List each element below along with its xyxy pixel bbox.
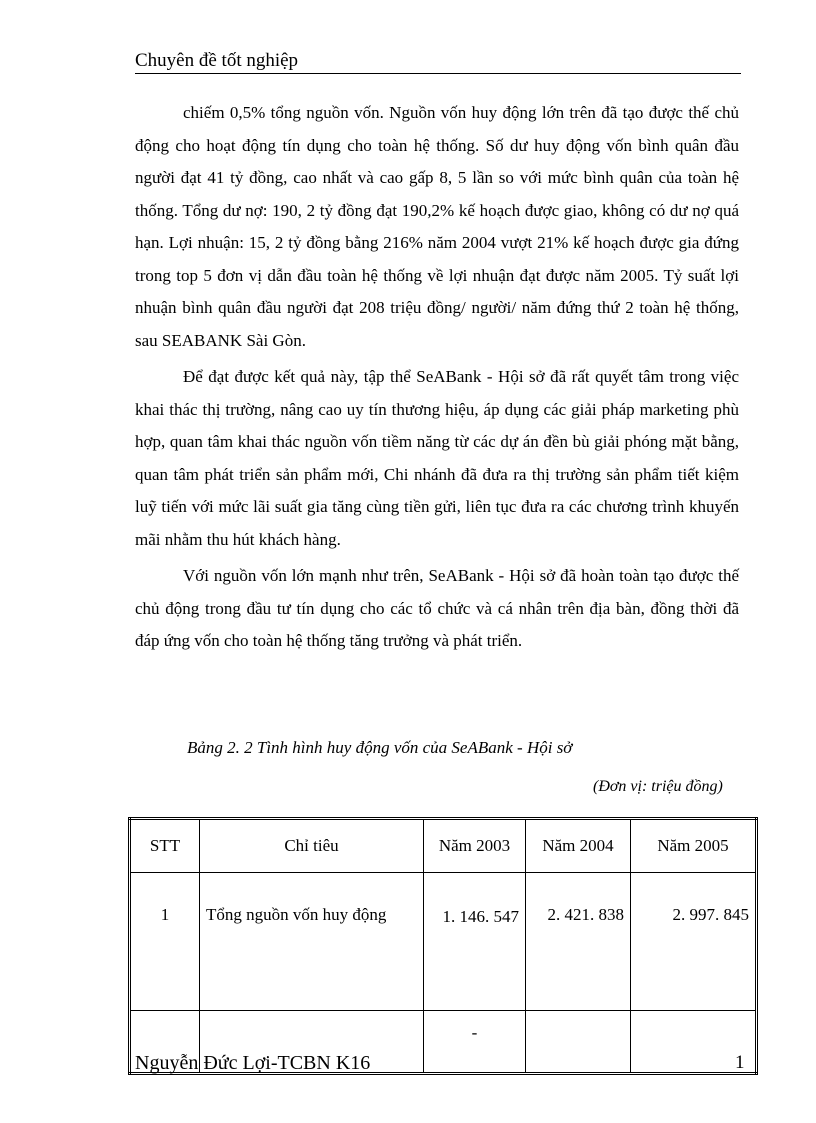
paragraph-2: Để đạt được kết quả này, tập thể SeABank - Hội sở đã rất quyết tâm trong việc khai thác thị trường, nâng cao uy tín thương hiệu, áp dụng các giải pháp marketing phù hợp, quan tâm khai thác nguồn vốn tiềm năng từ các dự án đền bù giải phóng mặt bằng, quan tâm phát triển sản phẩm mới, Chi nhánh đã đưa ra thị trường sản phẩm tiết kiệm luỹ tiến với mức lãi suất gia tăng cùng tiền gửi, liên tục đưa ra các chương trình khuyến mãi nhằm thu hút khách hàng. (135, 367, 739, 549)
table-caption: Bảng 2. 2 Tình hình huy động vốn của SeABank - Hội sở (187, 738, 573, 757)
page-header-title: Chuyên đề tốt nghiệp (135, 50, 299, 71)
table-unit-note: (Đơn vị: triệu đồng) (593, 778, 723, 795)
paragraph-3: Với nguồn vốn lớn mạnh như trên, SeABank - Hội sở đã hoàn toàn tạo được thế chủ động trong đầu tư tín dụng cho các tổ chức và cá nhân trên địa bàn, đồng thời đã đáp ứng vốn cho toàn hệ thống tăng trưởng và phát triển. (135, 566, 739, 650)
cell-2003: - (424, 1011, 526, 1074)
header-divider (135, 73, 741, 74)
cell-2003: 1. 146. 547 (424, 873, 526, 1011)
page-number: 1 (735, 1052, 745, 1073)
cell-stt: 1 (130, 873, 200, 1011)
header-indicator: Chỉ tiêu (200, 819, 424, 873)
cell-2004: 2. 421. 838 (526, 873, 631, 1011)
header-year-2004: Năm 2004 (526, 819, 631, 873)
header-year-2003: Năm 2003 (424, 819, 526, 873)
table-row (130, 873, 757, 1011)
cell-indicator: Tổng nguồn vốn huy động (200, 873, 424, 1011)
cell-2004 (526, 1011, 631, 1074)
cell-2005: 2. 997. 845 (631, 873, 757, 1011)
paragraph-1: chiếm 0,5% tổng nguồn vốn. Nguồn vốn huy động lớn trên đã tạo được thế chủ động cho hoạt động tín dụng cho toàn hệ thống. Số dư huy động vốn bình quân đầu người đạt 41 tỷ đồng, cao nhất và cao gấp 8, 5 lần so với mức bình quân của toàn hệ thống. Tổng dư nợ: 190, 2 tỷ đồng đạt 190,2% kế hoạch được giao, không có dư nợ quá hạn. Lợi nhuận: 15, 2 tỷ đồng bằng 216% năm 2004 vượt 21% kế hoạch được gia đứng trong top 5 đơn vị dẫn đầu toàn hệ thống về lợi nhuận đạt được năm 2005. Tỷ suất lợi nhuận bình quân đầu người đạt 208 triệu đồng/ người/ năm đứng thứ 2 toàn hệ thống, sau SEABANK Sài Gòn. (135, 103, 739, 350)
header-stt: STT (130, 819, 200, 873)
footer-author: Nguyễn Đức Lợi-TCBN K16 (135, 1052, 371, 1074)
capital-mobilization-table (128, 817, 758, 1075)
body-text (135, 97, 739, 662)
table-header-row (130, 819, 757, 873)
header-year-2005: Năm 2005 (631, 819, 757, 873)
